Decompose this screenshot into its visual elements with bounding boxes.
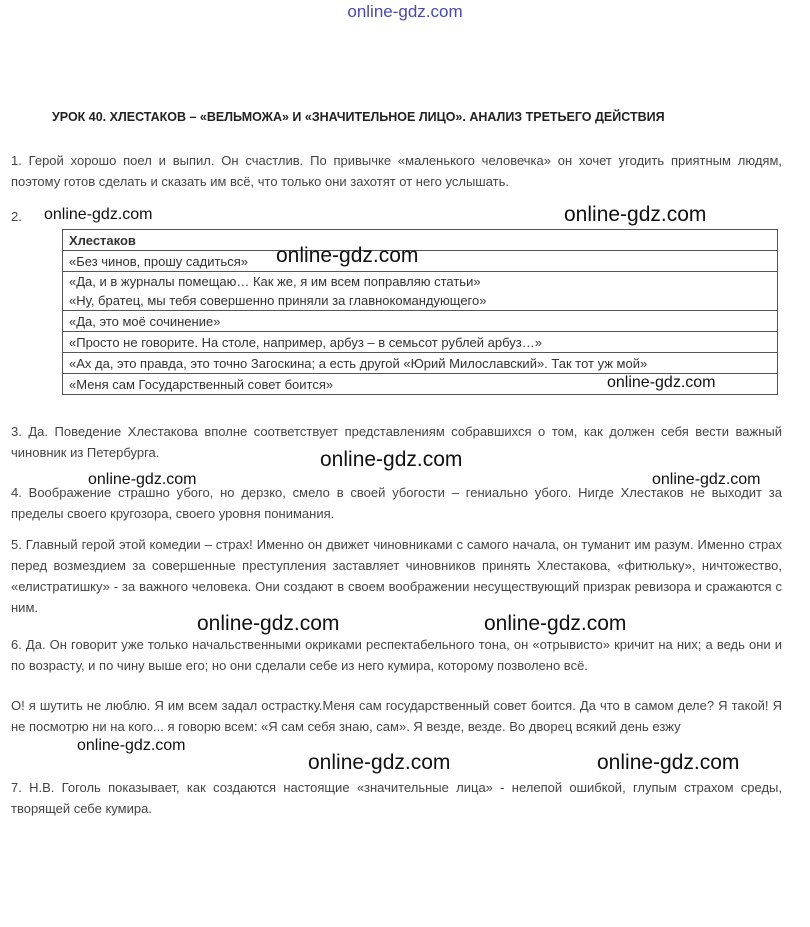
quotes-table: [62, 229, 778, 395]
watermark: online-gdz.com: [276, 244, 419, 267]
top-watermark: online-gdz.com: [347, 2, 463, 21]
watermark: online-gdz.com: [197, 612, 340, 635]
watermark: online-gdz.com: [88, 471, 197, 488]
table-row: «Без чинов, прошу садиться»: [63, 251, 778, 272]
answer-2-number: 2.: [11, 209, 22, 224]
watermark: online-gdz.com: [607, 374, 716, 391]
watermark: online-gdz.com: [77, 737, 186, 754]
table-header: Хлестаков: [63, 230, 778, 251]
watermark: online-gdz.com: [44, 206, 153, 223]
watermark: online-gdz.com: [308, 751, 451, 774]
answer-6-quote: О! я шутить не люблю. Я им всем задал острастку.Меня сам государственный совет боится. Да что в самом деле? Я такой! Я не посмотрю ни на кого... я говорю всем: «Я сам себя знаю, сам». Я везде, везде. Во дворец всякий день езжу: [11, 698, 782, 734]
watermark: online-gdz.com: [564, 203, 707, 226]
answer-4: 4. Воображение страшно убого, но дерзко, смело в своей убогости – гениально убого. Нигде Хлестаков не выходит за пределы своего кругозора, своего уровня понимания.: [11, 485, 782, 521]
table-row: [63, 272, 778, 311]
table-row: «Да, это моё сочинение»: [63, 311, 778, 332]
watermark: online-gdz.com: [652, 471, 761, 488]
answer-7: 7. Н.В. Гоголь показывает, как создаются настоящие «значительные лица» - нелепой ошибкой, глупым страхом среды, творящей себе кумира.: [11, 780, 782, 816]
table-row: «Просто не говорите. На столе, например, арбуз – в семьсот рублей арбуз…»: [63, 332, 778, 353]
table-row-line: «Ну, братец, мы тебя совершенно приняли за главнокомандующего»: [69, 293, 487, 308]
answer-6: 6. Да. Он говорит уже только начальственными окриками респектабельного тона, он «отрывисто» кричит на них; а ведь они и по возрасту, и по чину выше его; но они сделали себе из него кумира, которому позволено всё.: [11, 637, 782, 673]
answer-3: 3. Да. Поведение Хлестакова вполне соответствует представлениям собравшихся о том, как должен себя вести важный чиновник из Петербурга.: [11, 424, 782, 460]
answer-1: 1. Герой хорошо поел и выпил. Он счастлив. По привычке «маленького человечка» он хочет угодить приятным людям, поэтому готов сделать и сказать им всё, что только они захотят от него услышать.: [11, 153, 782, 189]
watermark: online-gdz.com: [320, 448, 463, 471]
answer-5: 5. Главный герой этой комедии – страх! Именно он движет чиновниками с самого начала, он туманит им разум. Именно страх перед возмездием за совершенные преступления заставляет чиновников принять Хлестакова, «фитюльку», ничтожество, «елистратишку» - за важного человека. Они создают в своем воображении несуществующий призрак ревизора и сражаются с ним.: [11, 537, 782, 615]
table-row: «Меня сам Государственный совет боится»: [63, 374, 778, 395]
watermark: online-gdz.com: [484, 612, 627, 635]
watermark: online-gdz.com: [597, 751, 740, 774]
table-row: «Ах да, это правда, это точно Загоскина; а есть другой «Юрий Милославский». Так тот уж мой»: [63, 353, 778, 374]
table-row-line: «Да, и в журналы помещаю… Как же, я им всем поправляю статьи»: [69, 274, 481, 289]
lesson-heading: УРОК 40. ХЛЕСТАКОВ – «ВЕЛЬМОЖА» И «ЗНАЧИТЕЛЬНОЕ ЛИЦО». АНАЛИЗ ТРЕТЬЕГО ДЕЙСТВИЯ: [52, 110, 665, 124]
